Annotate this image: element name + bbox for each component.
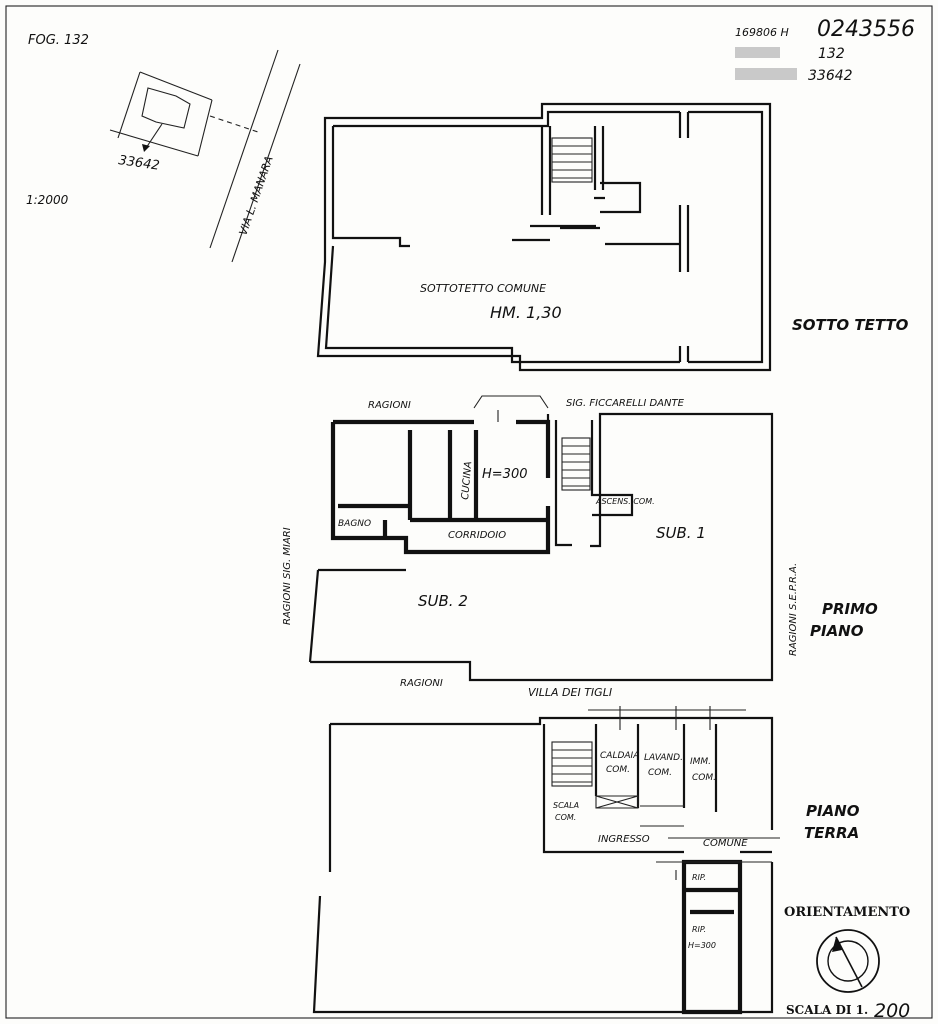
stair-sottotetto: [552, 138, 592, 182]
sottotetto-height: HM. 1,30: [490, 303, 562, 322]
label-villa-dei-tigli: VILLA DEI TIGLI: [528, 686, 613, 699]
label-ragioni-top: RAGIONI: [368, 400, 411, 411]
room-ascensore: ASCENS. COM.: [596, 497, 655, 506]
orientation-label: ORIENTAMENTO: [784, 905, 911, 920]
street-label: VIA L. MANARA: [236, 154, 276, 237]
room-caldaia-1: CALDAIA: [600, 751, 640, 761]
mappale-number: 33642: [808, 68, 853, 84]
id-prefix: 169806 H: [735, 26, 789, 39]
primo-piano-plan: [282, 396, 799, 699]
room-corridoio: CORRIDOIO: [448, 530, 507, 541]
piano-terra-plan: [314, 706, 780, 1012]
room-rip-1: RIP.: [692, 873, 707, 882]
building-footprint: [142, 88, 190, 128]
label-ragioni-sepra: RAGIONI S.E.P.R.A.: [788, 562, 799, 656]
sottotetto-room-label: SOTTOTETTO COMUNE: [420, 282, 547, 295]
floor-label-primo-1: PRIMO: [822, 600, 878, 618]
room-comune: COMUNE: [703, 838, 748, 849]
foglio-label: FOG. 132: [28, 33, 89, 48]
floor-label-sottotetto: SOTTO TETTO: [792, 316, 909, 334]
compass-north-arrow-icon: [817, 930, 879, 992]
stair-terra: [552, 742, 592, 786]
room-scala-1: SCALA: [553, 801, 580, 810]
floor-label-terra-2: TERRA: [804, 824, 860, 842]
document-number: 0243556: [817, 17, 915, 42]
parcel-number: 33642: [117, 153, 161, 174]
room-ingresso: INGRESSO: [598, 834, 650, 845]
stair-primo: [562, 438, 590, 490]
label-ragioni-bottom: RAGIONI: [400, 678, 443, 689]
room-lavand-1: LAVAND.: [644, 753, 683, 763]
room-rip-height: H=300: [688, 941, 716, 950]
room-imm-2: COM.: [692, 773, 716, 783]
redacted-label: [735, 47, 780, 58]
floor-label-terra-1: PIANO: [806, 802, 860, 820]
scale-label: SCALA DI 1.: [786, 1003, 869, 1017]
room-bagno: BAGNO: [338, 519, 372, 529]
room-lavand-2: COM.: [648, 768, 672, 778]
unit-sub-1: SUB. 1: [656, 524, 706, 542]
scale-value: 200: [874, 1000, 911, 1022]
room-caldaia-2: COM.: [606, 765, 630, 775]
location-scale: 1:2000: [26, 193, 69, 207]
label-ragioni-miari: RAGIONI SIG. MIARI: [282, 527, 293, 625]
floor-label-primo-2: PIANO: [810, 622, 864, 640]
unit-sub-2: SUB. 2: [418, 592, 468, 610]
redacted-label: [735, 68, 797, 80]
room-cucina: CUCINA: [460, 460, 475, 501]
room-scala-2: COM.: [555, 813, 577, 822]
location-map: [26, 50, 300, 262]
sottotetto-plan: [318, 104, 770, 370]
foglio-number: 132: [818, 46, 845, 62]
room-imm-1: IMM.: [690, 757, 712, 767]
room-rip-2: RIP.: [692, 925, 707, 934]
room-height: H=300: [482, 467, 528, 482]
label-ficcarelli: SIG. FICCARELLI DANTE: [566, 398, 684, 409]
